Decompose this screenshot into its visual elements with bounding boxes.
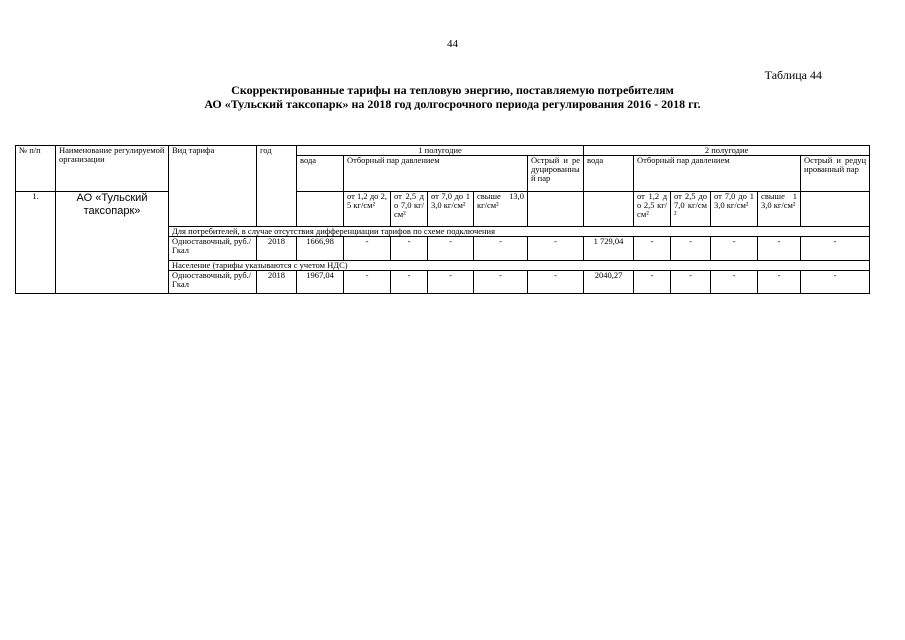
row-number: 1. (16, 192, 56, 294)
h1-water-value: 1666,98 (297, 237, 344, 261)
table-label: Таблица 44 (764, 68, 822, 82)
group-label: Население (тарифы указываются с учетом НДС) (169, 261, 870, 271)
header-h2-water-sub (584, 192, 634, 227)
h1-pressure-1-value: - (344, 237, 391, 261)
h1-pressure-2-value: - (391, 237, 428, 261)
h2-pressure-1-value: - (634, 271, 671, 294)
header-h1-water-sub (297, 192, 344, 227)
header-h1-pressure-4: свыше 13,0 кг/см² (474, 192, 528, 227)
document-title (0, 83, 905, 111)
h1-pressure-4-value: - (474, 237, 528, 261)
group-label: Для потребителей, в случае отсутствия дифференциации тарифов по схеме подключения (169, 227, 870, 237)
h1-pressure-2-value: - (391, 271, 428, 294)
header-h2-water: вода (584, 156, 634, 192)
header-h1-pressure-1: от 1,2 до 2,5 кг/см² (344, 192, 391, 227)
header-org: Наименование регулируемой организации (56, 146, 169, 192)
title-line-2: АО «Тульский таксопарк» на 2018 год долгосрочного периода регулирования 2016 - 2018 гг. (204, 97, 701, 111)
header-h1-water: вода (297, 156, 344, 192)
h1-pressure-3-value: - (428, 237, 474, 261)
h2-sharp-steam-value: - (801, 237, 870, 261)
h1-water-value: 1967,04 (297, 271, 344, 294)
header-row-1 (16, 146, 870, 156)
title-line-1: Скорректированные тарифы на тепловую энергию, поставляемую потребителям (231, 83, 674, 97)
header-half-1: 1 полугодие (297, 146, 584, 156)
year-cell: 2018 (257, 237, 297, 261)
h2-pressure-3-value: - (711, 271, 758, 294)
header-h1-sharp-steam: Острый и редуцированный пар (528, 156, 584, 192)
h2-pressure-3-value: - (711, 237, 758, 261)
header-h2-pressure-2: от 2,5 до 7,0 кг/см² (671, 192, 711, 227)
h2-pressure-4-value: - (758, 271, 801, 294)
h2-water-value: 1 729,04 (584, 237, 634, 261)
h1-sharp-steam-value: - (528, 271, 584, 294)
h2-pressure-2-value: - (671, 271, 711, 294)
h2-pressure-2-value: - (671, 237, 711, 261)
header-h2-pressure-4: свыше 13,0 кг/см² (758, 192, 801, 227)
header-h1-sharp-sub (528, 192, 584, 227)
tariff-type-cell: Одноставочный, руб./Гкал (169, 271, 257, 294)
h1-pressure-1-value: - (344, 271, 391, 294)
h2-pressure-1-value: - (634, 237, 671, 261)
h2-pressure-4-value: - (758, 237, 801, 261)
h1-pressure-4-value: - (474, 271, 528, 294)
header-h1-pressure-2: от 2,5 до 7,0 кг/см² (391, 192, 428, 227)
org-name: АО «Тульский таксопарк» (56, 192, 169, 294)
header-h2-pressure-1: от 1,2 до 2,5 кг/см² (634, 192, 671, 227)
header-h1-pressure-3: от 7,0 до 13,0 кг/см² (428, 192, 474, 227)
header-h2-pressure-3: от 7,0 до 13,0 кг/см² (711, 192, 758, 227)
header-h2-steam: Отборный пар давлением (634, 156, 801, 192)
tariff-table (15, 145, 870, 294)
header-h1-steam: Отборный пар давлением (344, 156, 528, 192)
header-row-3 (16, 192, 870, 227)
header-year: год (257, 146, 297, 227)
h2-sharp-steam-value: - (801, 271, 870, 294)
header-half-2: 2 полугодие (584, 146, 870, 156)
page-number: 44 (447, 38, 458, 50)
h1-sharp-steam-value: - (528, 237, 584, 261)
year-cell: 2018 (257, 271, 297, 294)
header-tariff-type: Вид тарифа (169, 146, 257, 227)
tariff-type-cell: Одноставочный, руб./Гкал (169, 237, 257, 261)
header-h2-sharp-steam: Острый и редуцированный пар (801, 156, 870, 192)
h1-pressure-3-value: - (428, 271, 474, 294)
header-num: № п/п (16, 146, 56, 192)
header-h2-sharp-sub (801, 192, 870, 227)
h2-water-value: 2040,27 (584, 271, 634, 294)
